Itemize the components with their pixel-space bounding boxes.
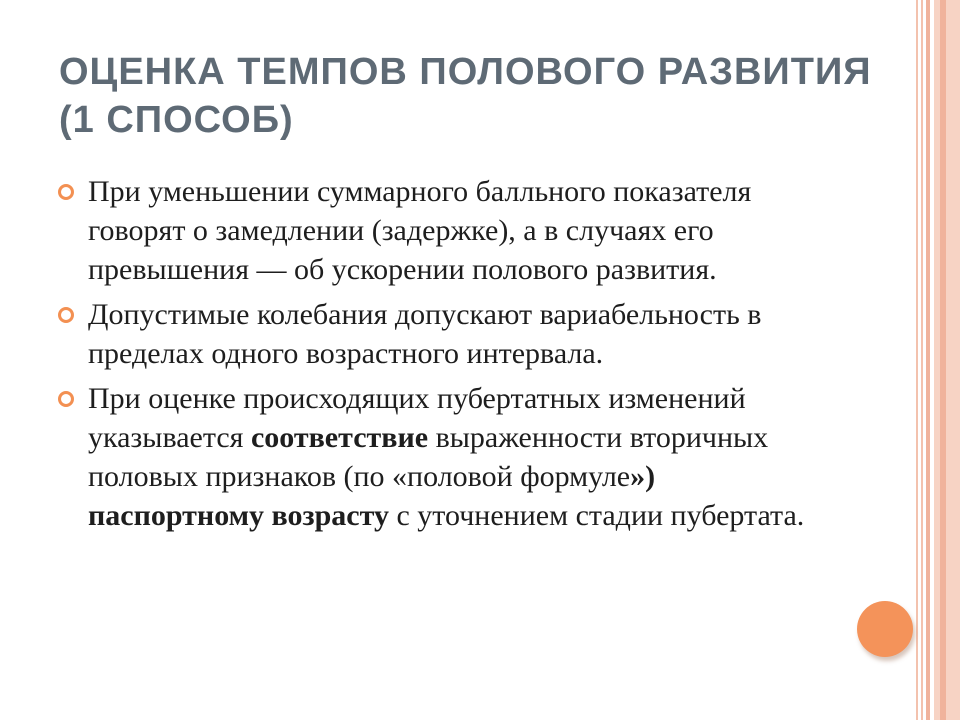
- decorative-stripe: [934, 0, 960, 720]
- bullet-text: выраженности вторичных половых признаков (по «половой формуле: [88, 421, 769, 493]
- slide-title: ОЦЕНКА ТЕМПОВ ПОЛОВОГО РАЗВИТИЯ (1 СПОСОБ): [59, 51, 872, 141]
- bullet-circle-icon: [58, 391, 74, 407]
- bullet-text: Допустимые колебания допускают вариабельность в пределах одного возрастного интервала.: [88, 298, 762, 370]
- decorative-stripe: [916, 0, 918, 720]
- bullet-item: [58, 295, 828, 373]
- bullet-item: [58, 172, 828, 289]
- bullet-text: с уточнением стадии пубертата.: [388, 499, 805, 532]
- bullet-item: [58, 379, 828, 535]
- bullet-text: При оценке происходящих пубертатных изменений указывается: [88, 382, 746, 454]
- bullet-circle-icon: [58, 184, 74, 200]
- bullet-emphasis: соответствие: [250, 421, 429, 454]
- decorative-stripe: [921, 0, 923, 720]
- decorative-stripe: [940, 0, 946, 720]
- bullet-circle-icon: [58, 307, 74, 323]
- bullet-list: [58, 172, 828, 541]
- accent-circle: [857, 601, 913, 657]
- bullet-text: При уменьшении суммарного балльного показателя говорят о замедлении (задержке), а в случаях его превышения — об ускорении полового развития.: [88, 175, 752, 286]
- decorative-stripe: [926, 0, 930, 720]
- bullet-emphasis: ») паспортному возрасту: [88, 460, 656, 532]
